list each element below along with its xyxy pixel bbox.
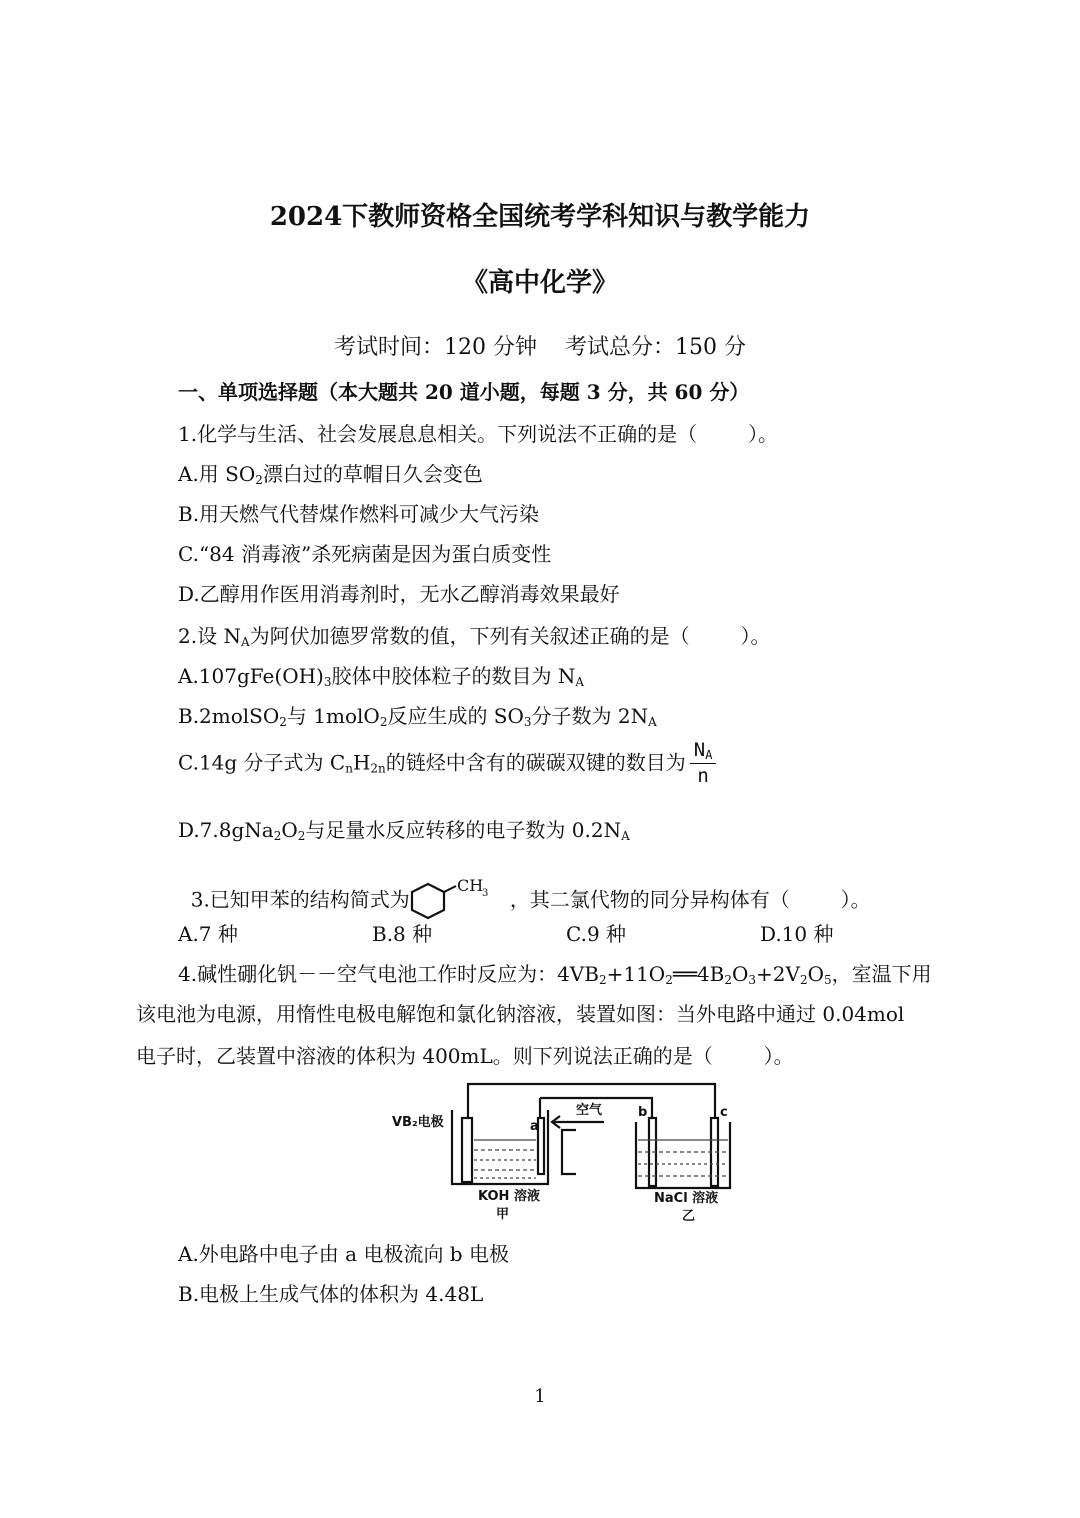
document-title: 2024下教师资格全国统考学科知识与教学能力 — [269, 202, 811, 232]
q2-a-sub: 3 — [323, 675, 332, 689]
electrolysis-apparatus-figure — [390, 1078, 750, 1228]
q2-b-sub: 2 — [379, 715, 388, 729]
q4-part: ══4B — [672, 962, 725, 986]
q1-option-a — [178, 458, 483, 487]
q2-d-sub: 2 — [297, 829, 306, 843]
koh-solution-label: KOH 溶液 — [478, 1189, 540, 1204]
q2-option-b — [178, 700, 657, 729]
q1-option-c: C.“84 消毒液”杀死病菌是因为蛋白质变性 — [178, 542, 552, 566]
q2-b-part: 反应生成的 SO — [387, 704, 524, 728]
q4-option-a: A.外电路中电子由 a 电极流向 b 电极 — [178, 1242, 509, 1266]
exam-info: 考试时间：120 分钟 考试总分：150 分 — [334, 335, 746, 360]
q2-d-part: D.7.8gNa — [178, 818, 274, 842]
q2-d-sub: 2 — [273, 829, 282, 843]
q4-sub: 2 — [799, 973, 808, 987]
q4-part: ，室温下用 — [831, 962, 932, 986]
q3-stem-text-2: ，其二氯代物的同分异构体有（ ）。 — [509, 887, 871, 912]
q2-d-part: O — [281, 818, 298, 842]
q2-stem — [178, 620, 770, 649]
q3-stem — [178, 852, 871, 926]
q2-c-fraction — [690, 740, 717, 788]
q4-sub: 3 — [748, 973, 757, 987]
ch3-label: CH — [456, 876, 484, 895]
q4-stem-line-1 — [178, 958, 932, 987]
nacl-solution-label: NaCl 溶液 — [654, 1191, 719, 1206]
fraction-numerator-sub: A — [705, 748, 713, 762]
electrode-c-label: c — [720, 1105, 728, 1120]
q3-option-d: D.10 种 — [760, 922, 834, 946]
q2-b-sub: A — [648, 715, 657, 729]
q1-a-text-2: 漂白过的草帽日久会变色 — [262, 462, 483, 486]
q2-b-sub: 2 — [279, 715, 287, 729]
q3-option-c: C.9 种 — [566, 922, 627, 946]
vb2-electrode-label: VB₂电极 — [392, 1115, 444, 1130]
q4-part: +2V — [756, 962, 800, 986]
q3-stem-text-1: 3.已知甲苯的结构简式为 — [190, 887, 410, 912]
fraction-numerator-text: N — [693, 739, 706, 761]
q2-stem-sub: A — [240, 635, 250, 649]
q2-stem-text-2: 为阿伏加德罗常数的值，下列有关叙述正确的是（ ）。 — [249, 624, 771, 648]
q3-option-a: A.7 种 — [178, 922, 238, 946]
q2-a-part: A.107gFe(OH) — [178, 664, 324, 688]
q3-option-b: B.8 种 — [372, 922, 433, 946]
q2-c-sub: n — [345, 761, 353, 776]
q4-option-b: B.电极上生成气体的体积为 4.48L — [178, 1282, 484, 1306]
q4-stem-line-2: 该电池为电源，用惰性电极电解饱和氯化钠溶液，装置如图：当外电路中通过 0.04mol — [136, 1002, 905, 1026]
q2-stem-text-1: 2.设 N — [178, 624, 241, 648]
q2-a-sub: A — [575, 675, 585, 689]
section-heading: 一、单项选择题（本大题共 20 道小题，每题 3 分，共 60 分） — [178, 380, 750, 404]
q2-b-sub: 3 — [523, 715, 532, 729]
subject-subtitle: 《高中化学》 — [461, 268, 618, 298]
q4-sub: 2 — [598, 973, 607, 987]
q2-d-part: 与足量水反应转移的电子数为 0.2N — [305, 818, 622, 842]
q4-part: 4.碱性硼化钒－－空气电池工作时反应为：4VB — [178, 962, 599, 986]
q4-sub: 5 — [824, 973, 832, 987]
q2-option-a — [178, 660, 584, 689]
q4-sub: 2 — [665, 973, 673, 987]
q2-c-sub: 2n — [370, 761, 386, 776]
q2-b-part: B.2molSO — [178, 704, 280, 728]
q2-c-part: C.14g 分子式为 C — [178, 750, 346, 775]
fraction-denominator: n — [697, 764, 709, 787]
q1-a-sub: 2 — [255, 473, 263, 487]
q4-sub: 2 — [724, 973, 732, 987]
q1-stem: 1.化学与生活、社会发展息息相关。下列说法不正确的是（ ）。 — [178, 422, 778, 446]
cell-yi-label: 乙 — [682, 1209, 696, 1224]
q2-a-part: 胶体中胶体粒子的数目为 N — [331, 664, 576, 688]
electrode-a-label: a — [530, 1119, 539, 1134]
q2-b-part: 与 1molO — [286, 704, 380, 728]
q2-option-d — [178, 814, 630, 843]
q2-option-c — [178, 740, 716, 788]
page-number: 1 — [534, 1386, 546, 1407]
q2-d-sub: A — [621, 829, 630, 843]
ch3-sub: 3 — [481, 888, 489, 899]
electrode-b-label: b — [638, 1105, 648, 1120]
q2-c-part: H — [352, 750, 371, 775]
q1-option-d: D.乙醇用作医用消毒剂时，无水乙醇消毒效果最好 — [178, 582, 620, 606]
q4-part: O — [807, 962, 825, 986]
air-label: 空气 — [576, 1103, 603, 1118]
q4-part: +11O — [606, 962, 666, 986]
q2-c-part: 的链烃中含有的碳碳双键的数目为 — [385, 750, 686, 775]
cell-jia-label: 甲 — [496, 1207, 510, 1222]
q1-a-text-1: A.用 SO — [178, 462, 256, 486]
q2-b-part: 分子数为 2N — [531, 704, 649, 728]
q4-stem-line-3: 电子时，乙装置中溶液的体积为 400mL。则下列说法正确的是（ ）。 — [136, 1044, 794, 1068]
fraction-numerator — [690, 740, 717, 764]
q4-part: O — [732, 962, 749, 986]
q1-option-b: B.用天燃气代替煤作燃料可减少大气污染 — [178, 502, 540, 526]
